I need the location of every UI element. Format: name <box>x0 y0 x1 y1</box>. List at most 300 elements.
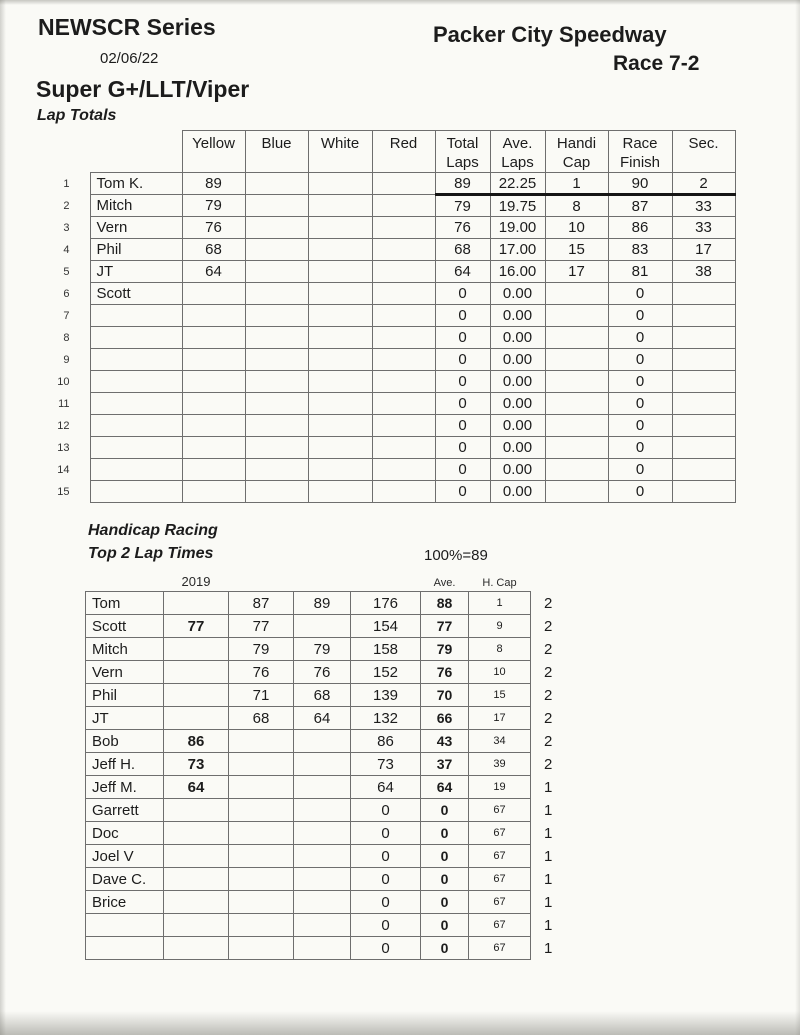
lap-time-total: 0 <box>351 845 421 868</box>
row-number: 13 <box>57 441 70 454</box>
white-laps <box>308 217 372 239</box>
lap-time-b <box>294 753 351 776</box>
scan-shadow-left <box>0 0 6 1035</box>
handicap-row <box>86 753 573 776</box>
driver-name <box>90 349 182 371</box>
scan-shadow-top <box>0 0 800 5</box>
entries-count: 2 <box>544 663 553 681</box>
driver-name: Phil <box>90 239 182 261</box>
col-header-handicap: Handi Cap <box>545 131 608 173</box>
hcap-label: H. Cap <box>482 577 517 589</box>
race-finish: 86 <box>608 217 672 239</box>
lap-time-total: 139 <box>351 684 421 707</box>
driver-name: Dave C. <box>86 868 164 891</box>
handicap-value: 10 <box>469 661 531 684</box>
track-name: Packer City Speedway <box>433 22 667 47</box>
driver-name: Jeff H. <box>86 753 164 776</box>
ave-laps: 19.00 <box>490 217 545 239</box>
row-number: 8 <box>63 331 70 344</box>
white-laps <box>308 437 372 459</box>
lap-time-2019 <box>164 661 229 684</box>
driver-name: Joel V <box>86 845 164 868</box>
race-finish: 81 <box>608 261 672 283</box>
lap-totals-table <box>50 130 736 503</box>
yellow-laps <box>182 393 245 415</box>
lap-totals-row <box>50 261 735 283</box>
driver-name <box>90 305 182 327</box>
sec-value <box>672 305 735 327</box>
race-finish: 0 <box>608 283 672 305</box>
row-number: 5 <box>63 265 70 278</box>
blue-laps <box>245 393 308 415</box>
white-laps <box>308 393 372 415</box>
row-number: 6 <box>63 287 70 300</box>
handicap-value: 67 <box>469 845 531 868</box>
red-laps <box>372 459 435 481</box>
handicap-value: 19 <box>469 776 531 799</box>
entries-count: 1 <box>544 847 553 865</box>
lap-time-total: 132 <box>351 707 421 730</box>
driver-name <box>90 437 182 459</box>
handicap-value <box>545 437 608 459</box>
yellow-laps: 76 <box>182 217 245 239</box>
white-laps <box>308 305 372 327</box>
ave-laps: 17.00 <box>490 239 545 261</box>
ave-laps: 0.00 <box>490 349 545 371</box>
white-laps <box>308 173 372 195</box>
lap-time-total: 176 <box>351 592 421 615</box>
lap-time-2019 <box>164 891 229 914</box>
race-date: 02/06/22 <box>100 50 159 67</box>
ave-laps: 0.00 <box>490 371 545 393</box>
total-laps: 0 <box>435 305 490 327</box>
handicap-value: 67 <box>469 937 531 960</box>
lap-time-total: 86 <box>351 730 421 753</box>
lap-time-total: 0 <box>351 891 421 914</box>
handicap-row <box>86 891 573 914</box>
lap-totals-row <box>50 393 735 415</box>
lap-time-a <box>229 845 294 868</box>
col-header-blue: Blue <box>245 131 308 173</box>
hc-time-col-header <box>294 568 351 592</box>
blue-laps <box>245 173 308 195</box>
ave-laps: 19.75 <box>490 195 545 217</box>
lap-totals-row <box>50 481 735 503</box>
handicap-row <box>86 592 573 615</box>
handicap-row <box>86 638 573 661</box>
scan-shadow-bottom <box>0 1011 800 1035</box>
average-value: 88 <box>421 592 469 615</box>
total-laps: 0 <box>435 349 490 371</box>
yellow-laps <box>182 283 245 305</box>
handicap-value: 39 <box>469 753 531 776</box>
total-laps: 0 <box>435 415 490 437</box>
lap-time-2019 <box>164 799 229 822</box>
red-laps <box>372 327 435 349</box>
race-finish: 0 <box>608 393 672 415</box>
lap-time-total: 64 <box>351 776 421 799</box>
average-value: 70 <box>421 684 469 707</box>
race-finish: 0 <box>608 371 672 393</box>
entries-count: 2 <box>544 709 553 727</box>
lap-time-2019: 73 <box>164 753 229 776</box>
row-number: 4 <box>63 243 70 256</box>
average-value: 43 <box>421 730 469 753</box>
ave-laps: 0.00 <box>490 393 545 415</box>
total-laps: 0 <box>435 371 490 393</box>
row-number: 9 <box>63 353 70 366</box>
driver-name: Mitch <box>90 195 182 217</box>
lap-totals-row <box>50 349 735 371</box>
yellow-laps <box>182 305 245 327</box>
lap-time-total: 152 <box>351 661 421 684</box>
race-finish: 90 <box>608 173 672 195</box>
lap-time-a: 77 <box>229 615 294 638</box>
red-laps <box>372 239 435 261</box>
lap-time-total: 154 <box>351 615 421 638</box>
driver-name: Tom K. <box>90 173 182 195</box>
average-value: 76 <box>421 661 469 684</box>
lap-time-b: 76 <box>294 661 351 684</box>
handicap-row <box>86 684 573 707</box>
row-number: 2 <box>63 199 70 212</box>
yellow-laps <box>182 459 245 481</box>
blue-laps <box>245 415 308 437</box>
lap-time-a <box>229 891 294 914</box>
lap-time-total: 73 <box>351 753 421 776</box>
red-laps <box>372 217 435 239</box>
lap-time-2019 <box>164 684 229 707</box>
total-laps: 68 <box>435 239 490 261</box>
average-value: 0 <box>421 799 469 822</box>
handicap-value <box>545 327 608 349</box>
sec-value: 38 <box>672 261 735 283</box>
average-value: 77 <box>421 615 469 638</box>
race-finish: 0 <box>608 305 672 327</box>
lap-time-total: 0 <box>351 937 421 960</box>
lap-time-b: 89 <box>294 592 351 615</box>
average-value: 0 <box>421 822 469 845</box>
lap-time-total: 0 <box>351 914 421 937</box>
handicap-row <box>86 799 573 822</box>
blue-laps <box>245 349 308 371</box>
driver-name <box>90 459 182 481</box>
red-laps <box>372 283 435 305</box>
lap-time-b <box>294 615 351 638</box>
lap-time-total: 158 <box>351 638 421 661</box>
driver-name <box>90 415 182 437</box>
yellow-laps: 68 <box>182 239 245 261</box>
average-value: 64 <box>421 776 469 799</box>
lap-time-2019 <box>164 914 229 937</box>
ave-laps: 0.00 <box>490 481 545 503</box>
entries-count: 2 <box>544 732 553 750</box>
red-laps <box>372 481 435 503</box>
average-value: 37 <box>421 753 469 776</box>
total-laps: 0 <box>435 327 490 349</box>
red-laps <box>372 261 435 283</box>
lap-totals-header-row <box>50 131 735 173</box>
white-laps <box>308 459 372 481</box>
average-value: 0 <box>421 891 469 914</box>
driver-name: JT <box>90 261 182 283</box>
lap-time-a: 71 <box>229 684 294 707</box>
driver-name: Jeff M. <box>86 776 164 799</box>
handicap-value: 34 <box>469 730 531 753</box>
lap-totals-row <box>50 415 735 437</box>
lap-time-a <box>229 730 294 753</box>
lap-time-a: 79 <box>229 638 294 661</box>
handicap-value <box>545 305 608 327</box>
white-laps <box>308 261 372 283</box>
row-number: 15 <box>57 485 70 498</box>
handicap-row <box>86 914 573 937</box>
handicap-value <box>545 371 608 393</box>
handicap-value: 8 <box>469 638 531 661</box>
ave-laps: 16.00 <box>490 261 545 283</box>
handicap-value: 15 <box>545 239 608 261</box>
driver-name: Doc <box>86 822 164 845</box>
ave-laps: 0.00 <box>490 305 545 327</box>
lap-time-a <box>229 799 294 822</box>
driver-name <box>86 914 164 937</box>
handicap-value: 17 <box>545 261 608 283</box>
handicap-value: 15 <box>469 684 531 707</box>
blue-laps <box>245 459 308 481</box>
handicap-row <box>86 615 573 638</box>
handicap-value: 9 <box>469 615 531 638</box>
yellow-laps <box>182 437 245 459</box>
col-header-race-finish: Race Finish <box>608 131 672 173</box>
row-number-header <box>50 131 90 173</box>
handicap-row <box>86 868 573 891</box>
driver-name: Brice <box>86 891 164 914</box>
entries-count: 2 <box>544 640 553 658</box>
lap-time-2019: 64 <box>164 776 229 799</box>
handicap-value <box>545 283 608 305</box>
total-laps: 0 <box>435 459 490 481</box>
ave-laps: 0.00 <box>490 437 545 459</box>
race-finish: 83 <box>608 239 672 261</box>
lap-totals-row <box>50 217 735 239</box>
total-laps: 89 <box>435 173 490 195</box>
white-laps <box>308 327 372 349</box>
blue-laps <box>245 261 308 283</box>
handicap-value <box>545 349 608 371</box>
handicap-row <box>86 937 573 960</box>
sec-value: 33 <box>672 217 735 239</box>
lap-time-a <box>229 753 294 776</box>
lap-totals-row <box>50 173 735 195</box>
lap-time-b <box>294 914 351 937</box>
handicap-value: 67 <box>469 914 531 937</box>
driver-name <box>90 371 182 393</box>
lap-time-2019 <box>164 592 229 615</box>
lap-time-2019 <box>164 868 229 891</box>
lap-time-total: 0 <box>351 799 421 822</box>
entries-count: 1 <box>544 893 553 911</box>
handicap-row <box>86 776 573 799</box>
average-value: 0 <box>421 914 469 937</box>
entries-count: 1 <box>544 939 553 957</box>
year-label: 2019 <box>181 574 211 589</box>
yellow-laps <box>182 481 245 503</box>
lap-totals-row <box>50 327 735 349</box>
average-value: 79 <box>421 638 469 661</box>
lap-time-a <box>229 776 294 799</box>
entries-count: 2 <box>544 686 553 704</box>
lap-totals-row <box>50 305 735 327</box>
white-laps <box>308 371 372 393</box>
lap-time-2019 <box>164 638 229 661</box>
average-value: 0 <box>421 845 469 868</box>
total-laps: 0 <box>435 393 490 415</box>
lap-totals-row <box>50 283 735 305</box>
handicap-value: 67 <box>469 891 531 914</box>
col-header-red: Red <box>372 131 435 173</box>
scan-shadow-right <box>795 0 800 1035</box>
red-laps <box>372 349 435 371</box>
lap-time-2019 <box>164 707 229 730</box>
yellow-laps <box>182 415 245 437</box>
sec-value <box>672 481 735 503</box>
total-laps: 0 <box>435 437 490 459</box>
race-finish: 87 <box>608 195 672 217</box>
yellow-laps <box>182 349 245 371</box>
sec-value <box>672 327 735 349</box>
handicap-row <box>86 707 573 730</box>
yellow-laps: 89 <box>182 173 245 195</box>
red-laps <box>372 305 435 327</box>
lap-time-2019 <box>164 845 229 868</box>
entries-count: 2 <box>544 755 553 773</box>
handicap-row <box>86 661 573 684</box>
blue-laps <box>245 481 308 503</box>
white-laps <box>308 481 372 503</box>
driver-name: Garrett <box>86 799 164 822</box>
entries-count: 2 <box>544 594 553 612</box>
blue-laps <box>245 437 308 459</box>
driver-name-header <box>90 131 182 173</box>
lap-time-2019: 77 <box>164 615 229 638</box>
race-finish: 0 <box>608 415 672 437</box>
lap-time-a <box>229 914 294 937</box>
driver-name: Vern <box>86 661 164 684</box>
handicap-row <box>86 845 573 868</box>
handicap-value <box>545 459 608 481</box>
red-laps <box>372 195 435 217</box>
row-number: 12 <box>57 419 70 432</box>
red-laps <box>372 173 435 195</box>
hc-name-header <box>86 568 164 592</box>
row-number: 3 <box>63 221 70 234</box>
driver-name <box>90 481 182 503</box>
lap-totals-row <box>50 437 735 459</box>
handicap-row <box>86 822 573 845</box>
sec-value <box>672 371 735 393</box>
ave-laps: 22.25 <box>490 173 545 195</box>
race-class: Super G+/LLT/Viper <box>36 76 250 102</box>
white-laps <box>308 239 372 261</box>
handicap-value: 1 <box>469 592 531 615</box>
white-laps <box>308 195 372 217</box>
sec-value: 2 <box>672 173 735 195</box>
sec-value <box>672 437 735 459</box>
entries-count: 1 <box>544 801 553 819</box>
handicap-value <box>545 415 608 437</box>
col-header-sec: Sec. <box>672 131 735 173</box>
white-laps <box>308 415 372 437</box>
lap-totals-row <box>50 371 735 393</box>
lap-totals-row <box>50 239 735 261</box>
sec-value <box>672 459 735 481</box>
red-laps <box>372 393 435 415</box>
sec-value <box>672 283 735 305</box>
white-laps <box>308 283 372 305</box>
col-header-yellow: Yellow <box>182 131 245 173</box>
sec-value: 17 <box>672 239 735 261</box>
handicap-table <box>85 568 573 960</box>
row-number: 14 <box>57 463 70 476</box>
lap-time-total: 0 <box>351 822 421 845</box>
lap-time-b <box>294 730 351 753</box>
blue-laps <box>245 283 308 305</box>
race-number: Race 7-2 <box>613 52 700 75</box>
ave-laps: 0.00 <box>490 327 545 349</box>
row-number: 7 <box>63 309 70 322</box>
ave-label: Ave. <box>433 577 456 589</box>
entries-count: 1 <box>544 916 553 934</box>
ave-laps: 0.00 <box>490 415 545 437</box>
total-laps: 0 <box>435 283 490 305</box>
ave-laps: 0.00 <box>490 459 545 481</box>
lap-time-2019: 86 <box>164 730 229 753</box>
average-value: 66 <box>421 707 469 730</box>
race-finish: 0 <box>608 481 672 503</box>
race-finish: 0 <box>608 459 672 481</box>
lap-time-a <box>229 822 294 845</box>
entries-header <box>531 568 573 592</box>
hc-time-col-header <box>229 568 294 592</box>
race-finish: 0 <box>608 327 672 349</box>
handicap-value: 8 <box>545 195 608 217</box>
sec-value <box>672 349 735 371</box>
col-header-ave-laps: Ave. Laps <box>490 131 545 173</box>
entries-count: 1 <box>544 870 553 888</box>
lap-time-b: 64 <box>294 707 351 730</box>
lap-totals-row <box>50 459 735 481</box>
handicap-header-row <box>86 568 573 592</box>
blue-laps <box>245 195 308 217</box>
driver-name <box>86 937 164 960</box>
handicap-value: 10 <box>545 217 608 239</box>
handicap-value: 67 <box>469 822 531 845</box>
total-laps: 79 <box>435 195 490 217</box>
lap-time-2019 <box>164 937 229 960</box>
lap-time-b <box>294 868 351 891</box>
total-laps: 64 <box>435 261 490 283</box>
driver-name: JT <box>86 707 164 730</box>
yellow-laps <box>182 327 245 349</box>
blue-laps <box>245 371 308 393</box>
lap-time-a: 68 <box>229 707 294 730</box>
red-laps <box>372 415 435 437</box>
lap-time-a: 76 <box>229 661 294 684</box>
driver-name: Vern <box>90 217 182 239</box>
white-laps <box>308 349 372 371</box>
entries-count: 1 <box>544 778 553 796</box>
blue-laps <box>245 217 308 239</box>
